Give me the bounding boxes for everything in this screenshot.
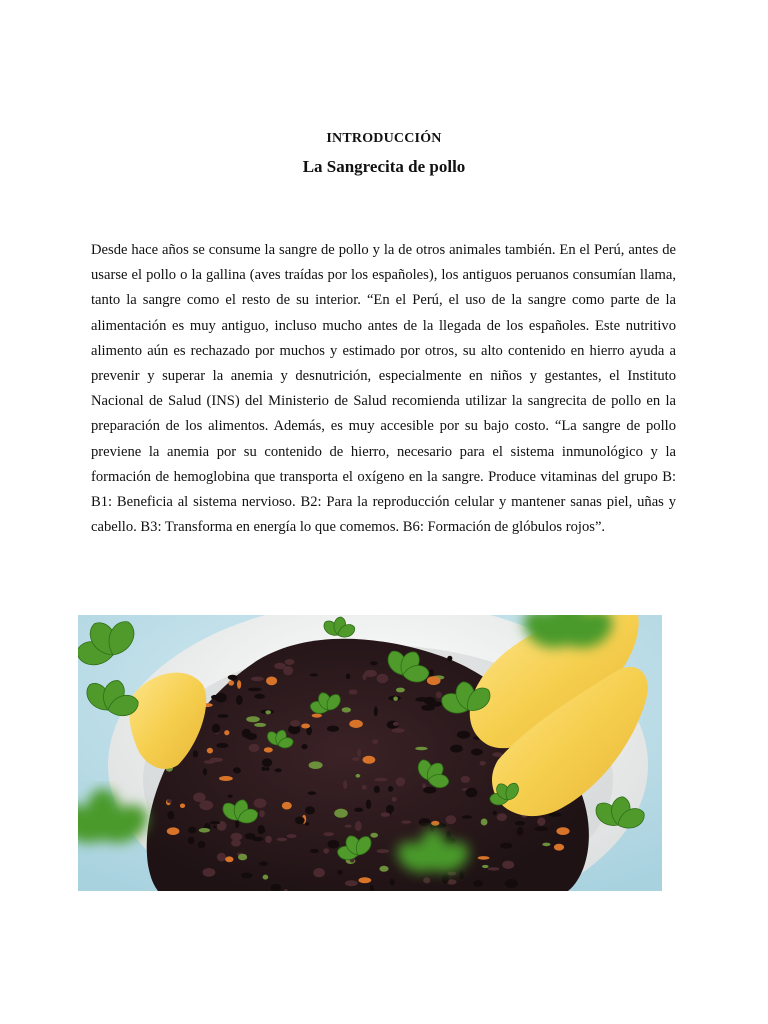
food-bit (355, 821, 362, 831)
food-bit (517, 827, 524, 836)
food-bit (323, 848, 329, 853)
food-bit (313, 868, 325, 877)
food-bit (478, 856, 490, 860)
food-bit (482, 865, 489, 868)
food-bit (254, 723, 266, 727)
food-bit (262, 758, 272, 766)
food-bit (372, 739, 378, 744)
food-bit (219, 776, 233, 781)
food-bit (236, 695, 243, 705)
food-bit (415, 747, 427, 751)
food-bit (251, 677, 264, 682)
food-bit (430, 669, 434, 676)
food-bit (390, 879, 395, 885)
food-bit (218, 714, 229, 718)
food-bit (237, 680, 241, 689)
food-bit (265, 836, 272, 843)
food-bit (370, 661, 378, 665)
food-bit (377, 674, 389, 683)
food-bit (199, 800, 213, 810)
food-bit (216, 743, 228, 748)
food-bit (459, 871, 463, 880)
food-bit (505, 879, 518, 888)
food-bit (301, 724, 310, 729)
food-bit (542, 843, 550, 847)
food-bit (277, 838, 288, 842)
food-bit (241, 873, 253, 879)
food-bit (554, 844, 564, 851)
food-bit (266, 677, 277, 686)
food-bit (309, 761, 323, 769)
food-bit (328, 840, 340, 849)
food-bit (228, 680, 234, 685)
food-bit (254, 694, 265, 699)
food-bit (246, 716, 260, 722)
food-bit (287, 834, 297, 838)
food-bit (337, 870, 343, 874)
food-bit (342, 707, 351, 712)
food-bit (500, 843, 512, 849)
food-bit (193, 793, 205, 803)
food-bit (345, 880, 358, 886)
food-bit (275, 768, 282, 772)
food-bit (396, 777, 405, 786)
food-bit (358, 877, 371, 883)
food-bit (188, 827, 197, 834)
food-bit (254, 798, 267, 808)
food-bit (537, 818, 545, 826)
food-bit (210, 821, 221, 824)
food-bit (238, 854, 247, 861)
food-bit (231, 833, 243, 841)
intro-paragraph: Desde hace años se consume la sangre de pollo y la de otros animales también. En el Perú, antes de usarse el pollo o la gallina (aves traídas por los españoles), los antiguos peruanos consumían llama, tanto la sangre como el resto de su interior. “En el Perú, el uso de la sangre como parte de la alimentación es muy antiguo, incluso mucho antes de la llegada de los españoles. Este nutritivo alimento aún es rechazado por muchos y estimado por otros, su alto contenido en hierro ayuda a prevenir y superar la anemia y desnutrición, especialmente en niños y gestantes, el Instituto Nacional de Salud (INS) del Ministerio de Salud recomienda utilizar la sangrecita de pollo en la preparación de los alimentos. Además, es muy accesible por su bajo costo. “La sangre de pollo previene la anemia por su contenido de hierro, necesario para el sistema inmunológico y la formación de hemoglobina que transporta el oxígeno en la sangre. Produce vitaminas del grupo B: B1: Beneficia al sistema nervioso. B2: Para la reproducción celular y mantener sanas piel, uñas y cabello. B3: Transforma en energía lo que comemos. B6: Formación de glóbulos rojos”. (91, 242, 676, 536)
food-bit (497, 813, 507, 821)
food-bit (461, 776, 470, 783)
food-bit (447, 656, 452, 661)
food-bit (345, 825, 352, 828)
food-bit (354, 808, 363, 812)
food-bit (282, 802, 292, 810)
food-bit (370, 833, 378, 838)
food-bit (423, 877, 430, 883)
food-bit (207, 748, 213, 754)
food-bit (295, 817, 305, 825)
food-bit (301, 744, 307, 749)
food-bit (393, 722, 399, 726)
food-bit (401, 820, 411, 823)
food-bit (180, 804, 185, 809)
food-bit (228, 795, 233, 798)
food-bit (312, 714, 322, 718)
food-bit (392, 797, 397, 802)
food-bit (448, 872, 457, 876)
food-bit (427, 676, 441, 685)
food-bit (349, 720, 363, 728)
food-bit (290, 720, 300, 727)
food-bit (203, 868, 216, 877)
food-bit (259, 861, 268, 866)
food-bit (502, 861, 514, 869)
food-bit (264, 747, 273, 752)
food-bit (488, 867, 500, 870)
food-bit (259, 810, 265, 817)
food-bit (493, 811, 497, 815)
food-bit (217, 853, 226, 862)
food-bit (480, 761, 486, 766)
food-bit (343, 780, 347, 789)
food-bit (215, 693, 227, 703)
food-bit (366, 800, 371, 809)
food-bit (310, 849, 319, 853)
food-bit (374, 706, 378, 716)
food-bit (193, 750, 198, 757)
food-bit (248, 688, 262, 692)
food-bit (349, 689, 358, 694)
food-bit (492, 752, 502, 757)
food-bit (258, 825, 265, 834)
food-bit (305, 806, 315, 814)
food-bit (285, 659, 295, 665)
food-bit (535, 827, 549, 831)
food-bit (224, 730, 229, 735)
food-bit (167, 827, 180, 835)
food-bit (481, 819, 488, 826)
food-bit (352, 757, 360, 761)
food-bit (212, 758, 216, 761)
food-bit (245, 833, 256, 839)
food-bit (462, 815, 472, 818)
food-bit (446, 831, 451, 841)
food-bit (466, 788, 478, 798)
food-bit (203, 768, 207, 775)
food-bit (374, 786, 380, 793)
food-bit (388, 786, 393, 792)
food-bit (436, 692, 442, 699)
food-bit (419, 818, 431, 826)
food-bit (357, 749, 361, 757)
food-bit (423, 787, 436, 794)
food-bit (212, 724, 220, 733)
food-bit (271, 884, 282, 891)
food-bit (374, 778, 387, 782)
food-bit (515, 821, 525, 826)
food-bit (265, 710, 271, 714)
food-bit (198, 841, 206, 848)
food-bit (457, 731, 470, 739)
food-bit (233, 767, 241, 773)
food-bit (167, 799, 172, 803)
food-bit (392, 728, 405, 732)
food-bit (283, 666, 293, 675)
food-bit (396, 688, 405, 693)
food-bit (323, 832, 334, 836)
sangrecita-photo (78, 615, 662, 891)
document-title: La Sangrecita de pollo (302, 157, 466, 176)
food-bit (263, 875, 269, 880)
food-bit (346, 673, 350, 679)
food-bit (310, 673, 318, 676)
food-bit (450, 745, 463, 753)
food-bit (199, 828, 210, 833)
food-bit (415, 697, 429, 702)
food-bit (308, 791, 316, 795)
food-bit (188, 837, 195, 845)
food-bit (421, 705, 435, 711)
food-bit (379, 866, 388, 872)
food-bit (242, 729, 251, 738)
food-bit (377, 849, 389, 853)
food-bit (431, 821, 439, 826)
food-bit (265, 767, 270, 771)
food-bit (305, 822, 310, 825)
food-bit (471, 749, 483, 756)
food-bit (548, 813, 561, 817)
food-bit (442, 874, 449, 883)
food-bit (167, 811, 174, 820)
food-bit (393, 697, 398, 701)
food-bit (249, 744, 260, 752)
food-bit (386, 805, 394, 813)
food-bit (225, 856, 233, 862)
food-bit (556, 827, 569, 835)
section-heading: INTRODUCCIÓN (326, 131, 442, 146)
food-bit (362, 785, 367, 790)
food-bit (228, 675, 238, 680)
food-bit (363, 674, 367, 680)
food-bit (381, 812, 390, 817)
food-bit (363, 756, 376, 764)
food-bit (473, 880, 483, 886)
food-bit (327, 726, 339, 732)
food-bit (356, 774, 361, 778)
food-bit (446, 815, 457, 824)
food-bit (262, 767, 266, 771)
food-bit (334, 809, 348, 818)
